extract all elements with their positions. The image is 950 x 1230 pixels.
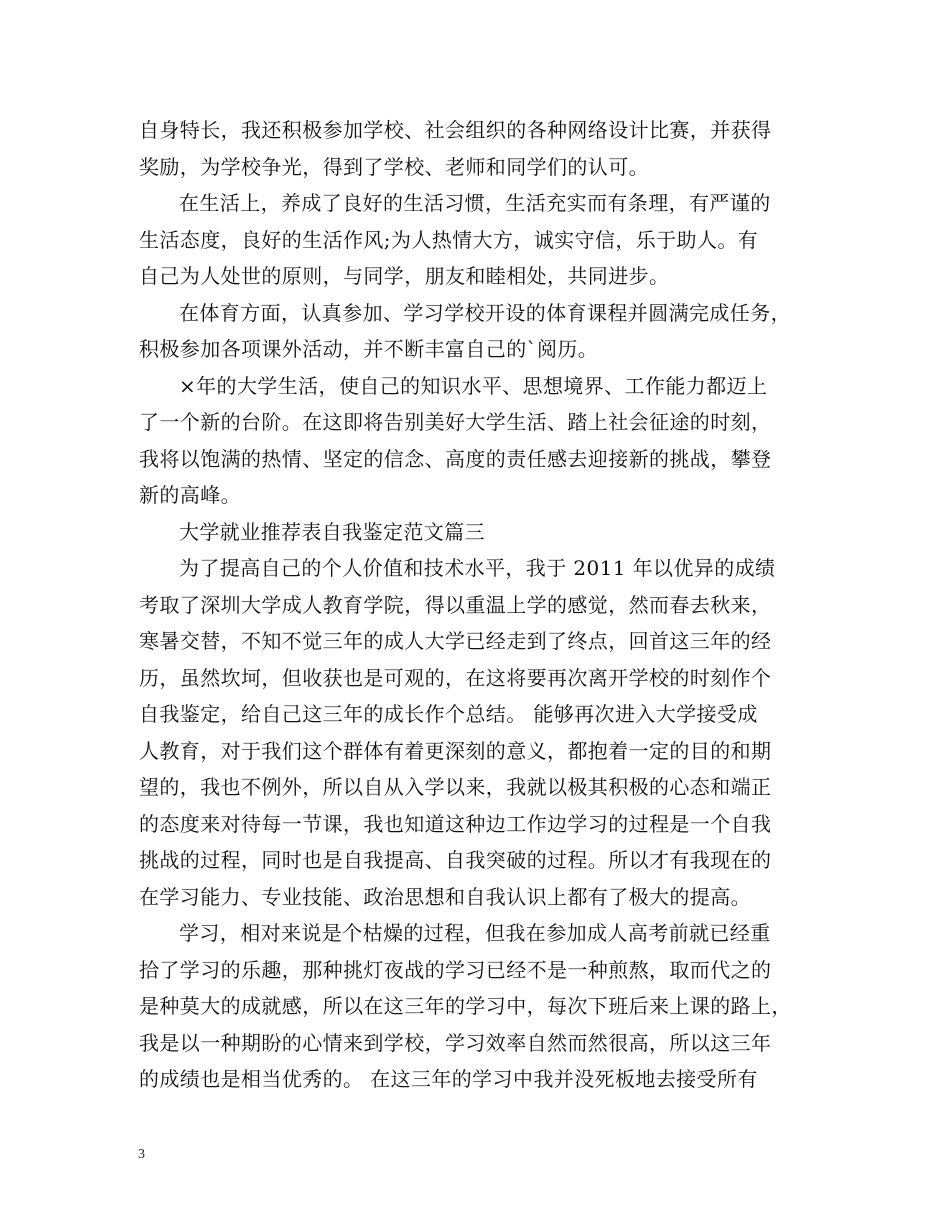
text-line: 的成绩也是相当优秀的。 在这三年的学习中我并没死板地去接受所有 <box>139 1067 758 1091</box>
text-line: 历，虽然坎坷，但收获也是可观的，在这将要再次离开学校的时刻作个 <box>139 665 772 690</box>
text-line: 在生活上，养成了良好的生活习惯，生活充实而有条理，有严谨的 <box>179 191 771 215</box>
text-line: 望的，我也不例外，所以自从入学以来，我就以极其积极的心态和端正 <box>139 775 772 799</box>
text-line: 了一个新的台阶。在这即将告别美好大学生活、踏上社会征途的时刻， <box>139 410 772 434</box>
text-line: 拾了学习的乐趣，那种挑灯夜战的学习已经不是一种煎熬，取而代之的 <box>139 957 772 982</box>
text-line: 我将以饱满的热情、坚定的信念、高度的责任感去迎接新的挑战，攀登 <box>139 446 772 471</box>
text-line: 积极参加各项课外活动，并不断丰富自己的`阅历。 <box>139 337 599 361</box>
text-line: 新的高峰。 <box>139 483 241 507</box>
text-line: 在学习能力、专业技能、政治思想和自我认识上都有了极大的提高。 <box>139 884 751 909</box>
text-line: 人教育，对于我们这个群体有着更深刻的意义，都抱着一定的目的和期 <box>139 738 772 763</box>
text-line: 在体育方面，认真参加、学习学校开设的体育课程并圆满完成任务， <box>179 300 791 325</box>
text-line: 生活态度，良好的生活作风;为人热情大方，诚实守信，乐于助人。有 <box>139 227 759 252</box>
text-line: 寒暑交替，不知不觉三年的成人大学已经走到了终点，回首这三年的经 <box>139 629 772 653</box>
text-line: 的态度来对待每一节课，我也知道这种边工作边学习的过程是一个自我 <box>139 811 772 836</box>
text-line: 为了提高自己的个人价值和技术水平，我于 2011 年以优异的成绩 <box>179 556 776 580</box>
page-number: 3 <box>138 1147 145 1162</box>
document-body <box>139 112 829 1098</box>
text-line: ×年的大学生活，使自己的知识水平、思想境界、工作能力都迈上 <box>179 373 768 398</box>
text-line: 挑战的过程，同时也是自我提高、自我突破的过程。所以才有我现在的 <box>139 848 772 872</box>
text-line: 奖励，为学校争光，得到了学校、老师和同学们的认可。 <box>139 154 649 179</box>
text-line: 自身特长，我还积极参加学校、社会组织的各种网络设计比赛，并获得 <box>139 118 772 142</box>
text-line: 大学就业推荐表自我鉴定范文篇三 <box>179 519 485 544</box>
text-line: 自己为人处世的原则，与同学，朋友和睦相处，共同进步。 <box>139 264 670 288</box>
text-line: 是种莫大的成就感，所以在这三年的学习中，每次下班后来上课的路上， <box>139 994 792 1018</box>
text-line: 考取了深圳大学成人教育学院，得以重温上学的感觉，然而春去秋来， <box>139 592 772 617</box>
text-line: 我是以一种期盼的心情来到学校，学习效率自然而然很高，所以这三年 <box>139 1030 772 1055</box>
text-line: 学习，相对来说是个枯燥的过程，但我在参加成人高考前就已经重 <box>179 921 771 945</box>
text-line: 自我鉴定，给自己这三年的成长作个总结。 能够再次进入大学接受成 <box>139 702 758 726</box>
